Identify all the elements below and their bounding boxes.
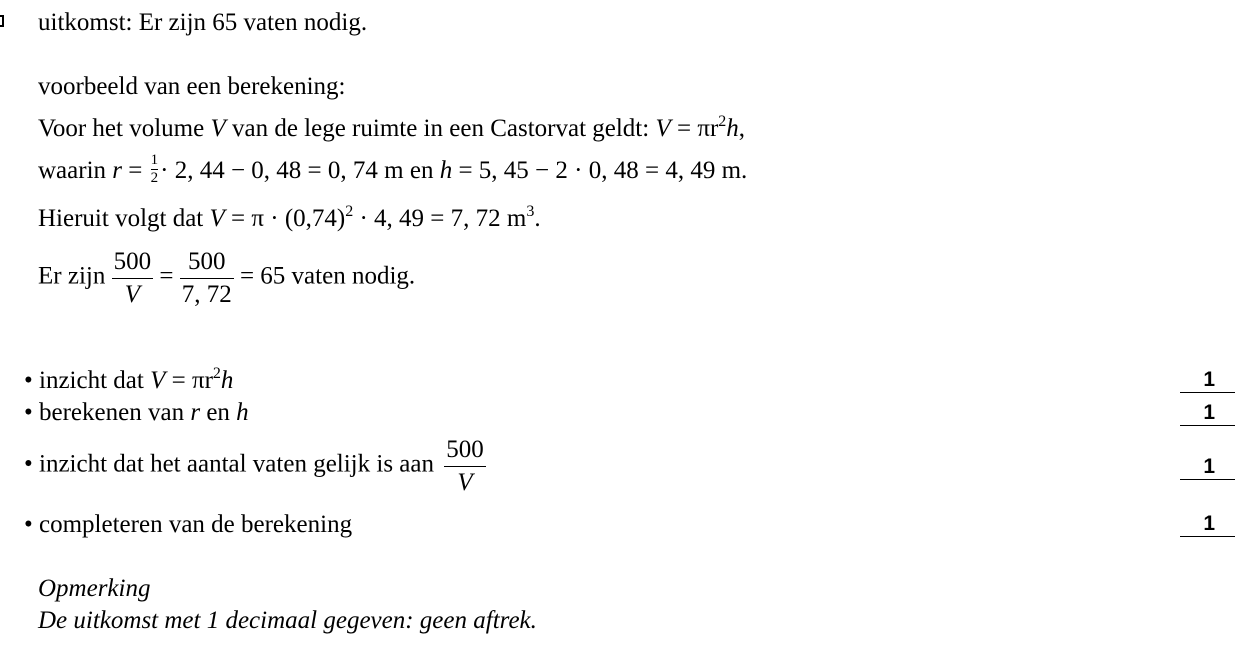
half-fraction: $\frac{1}{2}$ [150, 152, 159, 186]
criterion-3: • inzicht dat het aantal vaten gelijk is aan $\frac{500}{V}$ [24, 436, 484, 496]
fraction-500-772: $\frac{500}{7, 72}$ [181, 248, 232, 308]
example-line-r-h: waarin $r = \frac{1}{2}\cdot 2$, 44 − 0, 48 = 0, 74 m en h = 5, 45 − 2 · 0, 48 = 4, 49 m. [38, 152, 748, 186]
criterion-1-rule [1180, 392, 1235, 393]
criterion-2: • berekenen van r en h [24, 399, 249, 426]
criterion-4-rule [1180, 536, 1235, 537]
criterion-1-score: 1 [1203, 368, 1215, 391]
example-line-volume: Voor het volume V van de lege ruimte in een Castorvat geldt: $V = \pi r^2h$, [38, 113, 746, 142]
criterion-1: • inzicht dat $V = \pi r^2h$ [24, 365, 234, 394]
example-line-barrels: Er zijn $\frac{500}{V}$ = $\frac{500}{7, 72}$ = 65 vaten nodig. [38, 248, 416, 308]
criterion-2-rule [1180, 425, 1235, 426]
note-title: Opmerking [38, 575, 151, 602]
criterion-2-score: 1 [1203, 401, 1215, 424]
criterion-4: • completeren van de berekening [24, 511, 353, 538]
result-line: uitkomst: Er zijn 65 vaten nodig. [38, 9, 368, 36]
criterion-4-score: 1 [1203, 512, 1215, 535]
note-text: De uitkomst met 1 decimaal gegeven: geen aftrek. [38, 607, 537, 634]
checkbox-icon [0, 15, 4, 27]
criterion-3-rule [1180, 479, 1235, 480]
fraction-500-v: $\frac{500}{V}$ [113, 248, 152, 308]
example-line-volume-value: Hieruit volgt dat $V = \pi \cdot (0,74)^2 \cdot 4$, 49 = 7, 72 $m^3$. [38, 203, 541, 232]
criterion-3-score: 1 [1203, 455, 1215, 478]
example-heading: voorbeeld van een berekening: [38, 73, 346, 100]
fraction-500-v-criterion: $\frac{500}{V}$ [446, 436, 484, 496]
